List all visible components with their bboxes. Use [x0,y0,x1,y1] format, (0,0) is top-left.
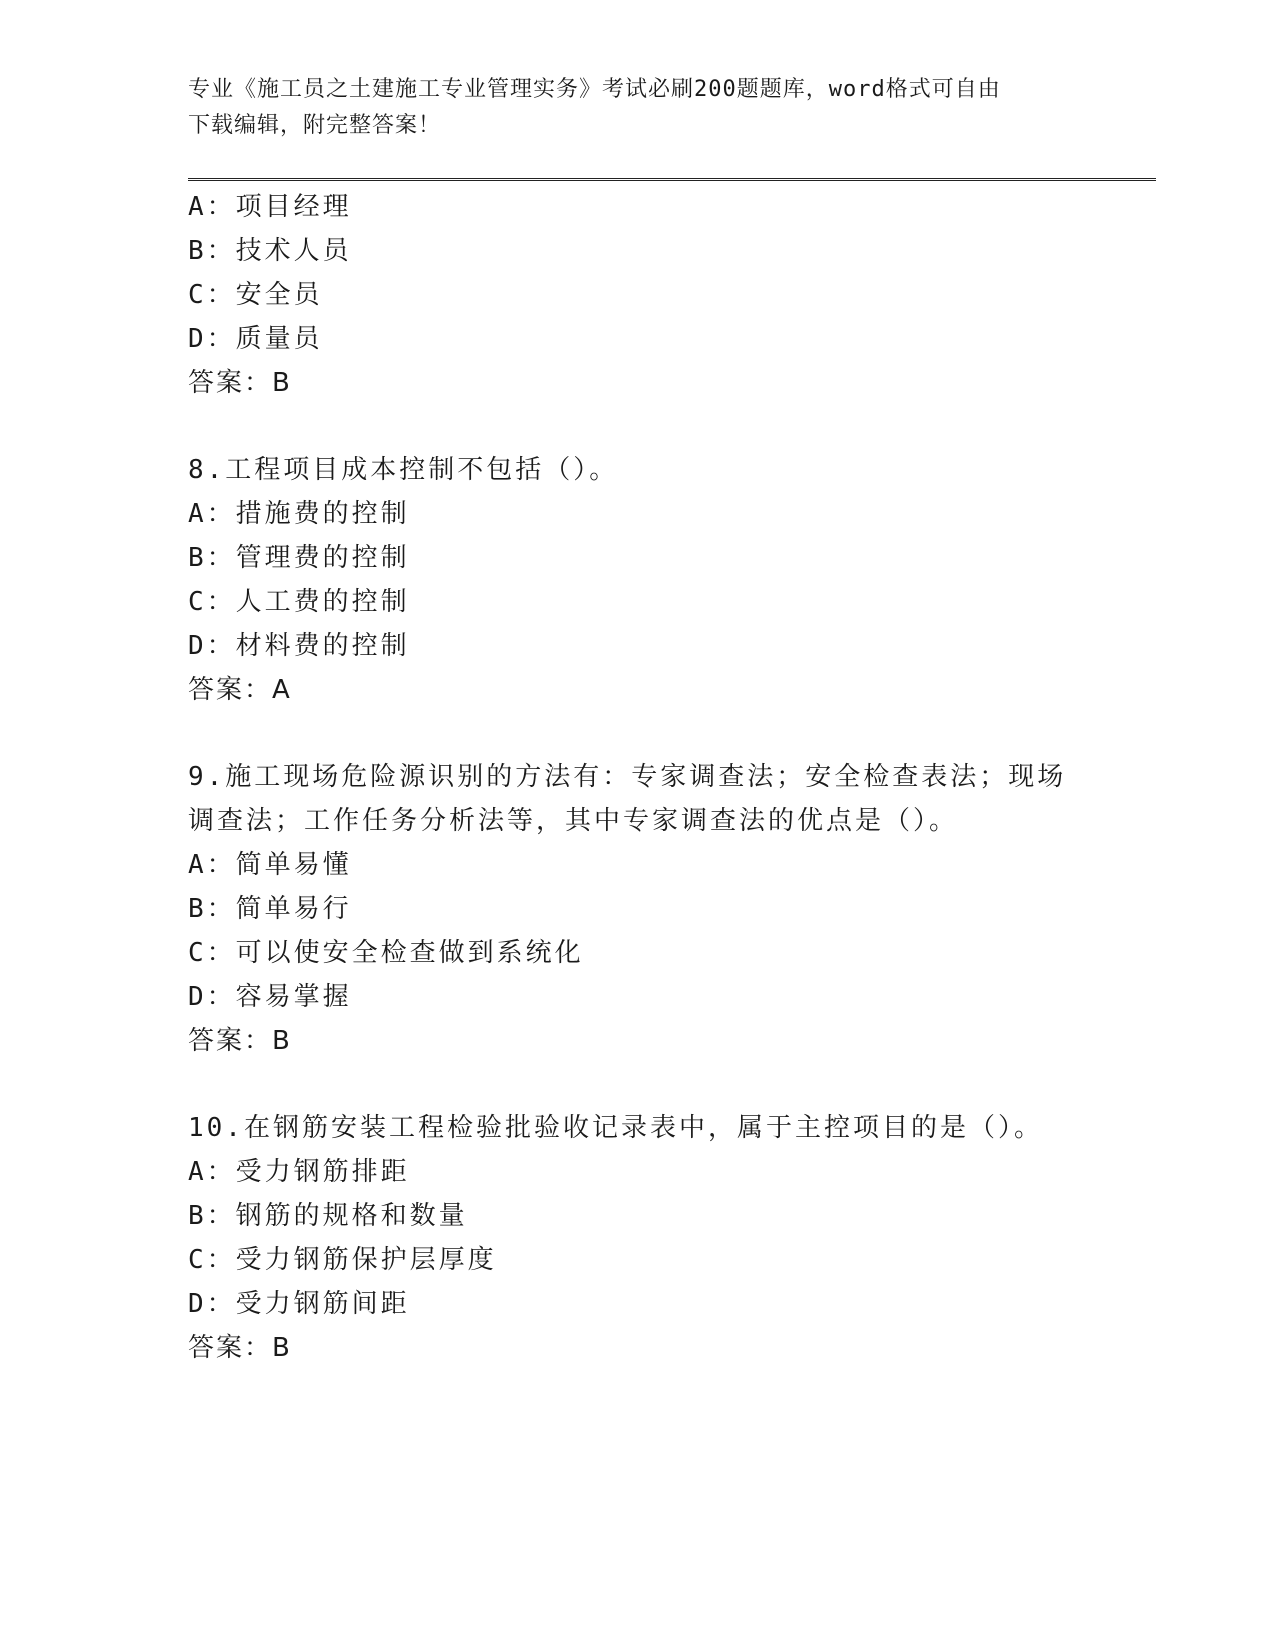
q8-option-d: D：材料费的控制 [188,631,410,661]
q7-answer: 答案：B [188,368,292,398]
q10-option-a: A：受力钢筋排距 [188,1157,410,1187]
q8-option-a: A：措施费的控制 [188,499,410,529]
q8-answer: 答案：A [188,675,292,705]
q8-option-c: C：人工费的控制 [188,587,410,617]
q9-question-line-2: 调查法；工作任务分析法等，其中专家调查法的优点是（）。 [188,806,959,836]
q9-answer: 答案：B [188,1026,292,1056]
q9-option-a: A：简单易懂 [188,850,352,880]
header-line-2: 下载编辑，附完整答案！ [188,113,442,138]
q8-question: 8.工程项目成本控制不包括（）。 [188,455,619,485]
q9-question-line-1: 9.施工现场危险源识别的方法有：专家调查法；安全检查表法；现场 [188,762,1067,792]
q8-option-b: B：管理费的控制 [188,543,410,573]
q10-answer: 答案：B [188,1333,292,1363]
q10-question: 10.在钢筋安装工程检验批验收记录表中，属于主控项目的是（）。 [188,1113,1043,1143]
q9-option-b: B：简单易行 [188,894,352,924]
q10-option-d: D：受力钢筋间距 [188,1289,410,1319]
header-line-1: 专业《施工员之土建施工专业管理实务》考试必刷200题题库，word格式可自由 [188,77,1001,102]
document-header [188,72,1068,144]
q9-option-d: D：容易掌握 [188,982,352,1012]
header-divider [188,178,1156,181]
q10-option-c: C：受力钢筋保护层厚度 [188,1245,497,1275]
q7-option-c: C：安全员 [188,280,323,310]
q7-option-d: D：质量员 [188,324,323,354]
q7-option-b: B：技术人员 [188,236,352,266]
q10-option-b: B：钢筋的规格和数量 [188,1201,468,1231]
q7-option-a: A：项目经理 [188,192,352,222]
q9-option-c: C：可以使安全检查做到系统化 [188,938,584,968]
